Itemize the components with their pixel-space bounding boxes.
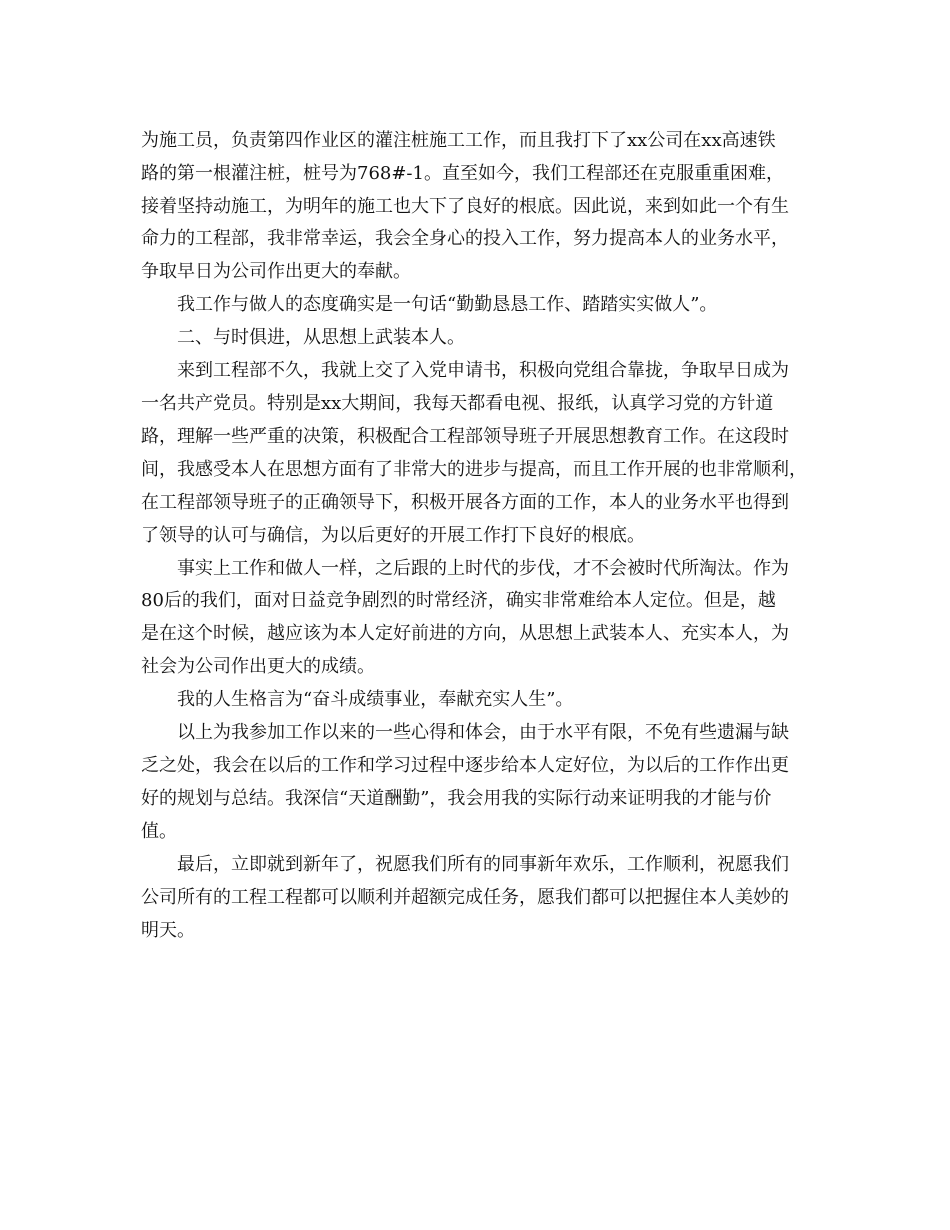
paragraph-first-line: 我的人生格言为“奋斗成绩事业，奉献充实人生”。	[177, 689, 574, 710]
text-line: 在工程部领导班子的正确领导下，积极开展各方面的工作，本人的业务水平也得到	[141, 492, 789, 513]
text-line: 公司所有的工程工程都可以顺利并超额完成任务，愿我们都可以把握住本人美妙的	[141, 887, 789, 908]
paragraph-first-line: 我工作与做人的态度确实是一句话“勤勤恳恳工作、踏踏实实做人”。	[177, 294, 718, 315]
text-line: 明天。	[141, 920, 195, 941]
text-line: 为施工员，负责第四作业区的灌注桩施工工作，而且我打下了xx公司在xx高速铁	[141, 130, 776, 151]
text-line: 社会为公司作出更大的成绩。	[141, 656, 375, 677]
text-line: 值。	[141, 821, 177, 842]
paragraph-first-line: 来到工程部不久，我就上交了入党申请书，积极向党组合靠拢，争取早日成为	[177, 360, 789, 381]
text-line: 命力的工程部，我非常幸运，我会全身心的投入工作，努力提高本人的业务水平，	[141, 228, 789, 249]
section-heading: 二、与时俱进，从思想上武装本人。	[177, 327, 465, 348]
paragraph-first-line: 以上为我参加工作以来的一些心得和体会，由于水平有限，不免有些遗漏与缺	[177, 722, 789, 743]
text-line: 一名共产党员。特别是xx大期间，我每天都看电视、报纸，认真学习党的方针道	[141, 393, 774, 414]
text-line: 间，我感受本人在思想方面有了非常大的进步与提高，而且工作开展的也非常顺利，	[141, 459, 807, 480]
text-line: 乏之处，我会在以后的工作和学习过程中逐步给本人定好位，为以后的工作作出更	[141, 755, 789, 776]
paragraph-first-line: 最后，立即就到新年了，祝愿我们所有的同事新年欢乐，工作顺利，祝愿我们	[177, 854, 789, 875]
text-line: 接着坚持动施工，为明年的施工也大下了良好的根底。因此说，来到如此一个有生	[141, 196, 789, 217]
text-line: 是在这个时候，越应该为本人定好前进的方向，从思想上武装本人、充实本人，为	[141, 623, 789, 644]
text-line: 争取早日为公司作出更大的奉献。	[141, 261, 411, 282]
text-line: 路，理解一些严重的决策，积极配合工程部领导班子开展思想教育工作。在这段时	[141, 426, 789, 447]
paragraph-first-line: 事实上工作和做人一样，之后跟的上时代的步伐，才不会被时代所淘汰。作为	[177, 558, 789, 579]
text-line: 80后的我们，面对日益竞争剧烈的时常经济，确实非常难给本人定位。但是，越	[141, 590, 776, 611]
text-line: 好的规划与总结。我深信“天道酬勤”，我会用我的实际行动来证明我的才能与价	[141, 788, 772, 809]
text-line: 路的第一根灌注桩，桩号为768#-1。直至如今，我们工程部还在克服重重困难，	[141, 163, 784, 184]
text-line: 了领导的认可与确信，为以后更好的开展工作打下良好的根底。	[141, 525, 645, 546]
